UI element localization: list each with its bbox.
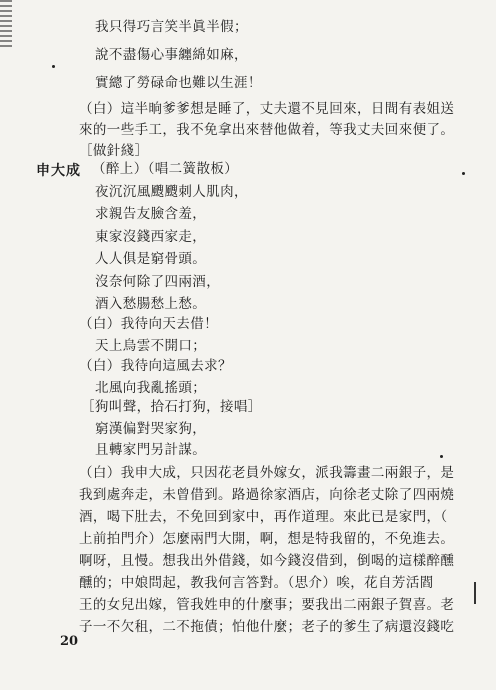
text-line: 北風向我亂搖頭；	[95, 380, 207, 396]
text-line: 沒奈何除了四兩酒，	[95, 274, 221, 290]
text-line: 上前拍門介）怎麼兩門大開，啊，想是特我留的，不免進去。	[79, 531, 455, 547]
text-line: 天上烏雲不開口；	[95, 338, 207, 354]
text-line: （醉上）（唱二簧散板）	[92, 161, 239, 177]
text-line: 東家沒錢西家走，	[95, 229, 207, 245]
stage-direction: ［狗叫聲，拾石打狗，接唱］	[81, 399, 262, 415]
text-line: 實總了勞碌命也難以生涯！	[95, 75, 262, 91]
text-line: 酒，喝下肚去，不免回到家中，再作道理。來此已是家門，（	[79, 509, 448, 525]
text-line: （白）這半晌爹爹想是睡了，丈夫還不見回來，日間有表姐送	[79, 101, 455, 117]
text-line: 啊呀，且慢。想我出外借錢，如今錢沒借到，倒喝的這樣醉醺	[79, 553, 455, 569]
speaker-name: 申大成	[36, 163, 81, 179]
text-line: 說不盡傷心事纏綿如麻，	[95, 47, 248, 63]
text-line: （白）我待向天去借！	[79, 316, 218, 332]
text-line: 且轉家門另計謀。	[95, 442, 207, 458]
text-line: 來的一些手工，我不免拿出來替他做着，等我丈夫回來便了。	[79, 122, 455, 138]
text-line: （白）我申大成，只因花老員外嫁女，派我籌畫二兩銀子，是	[79, 465, 455, 481]
ink-dot	[440, 455, 443, 458]
text-line: 求親告友臉含羞，	[95, 206, 207, 222]
scan-edge-artifact	[0, 0, 12, 50]
text-line: 子一不欠租，二不拖債；怕他什麼；老子的爹生了病還沒錢吃	[79, 619, 455, 635]
ink-dot	[462, 172, 465, 175]
stage-direction: ［做針綫］	[79, 143, 149, 159]
text-line: 夜沉沉風颼颼刺人肌肉，	[95, 184, 248, 200]
text-line: 酒入愁腸愁上愁。	[95, 296, 207, 312]
text-line: 人人俱是窮骨頭。	[95, 251, 207, 267]
text-line: 我到處奔走，未曾借到。路過徐家酒店，向徐老丈除了四兩燒	[79, 487, 455, 503]
text-line: （白）我待向這風去求？	[79, 358, 232, 374]
text-line: 窮漢偏對哭家狗，	[95, 421, 207, 437]
text-line: 王的女兒出嫁，管我姓申的什麼事；要我出二兩銀子賀喜。老	[79, 597, 455, 613]
text-line: 醺的；中娘問起，教我何言答對。（思介）唉，花自芳活閻	[79, 575, 434, 591]
margin-bar	[474, 582, 476, 604]
page-number: 20	[60, 634, 79, 649]
ink-dot	[52, 65, 55, 68]
text-line: 我只得巧言笑半眞半假；	[95, 19, 248, 35]
